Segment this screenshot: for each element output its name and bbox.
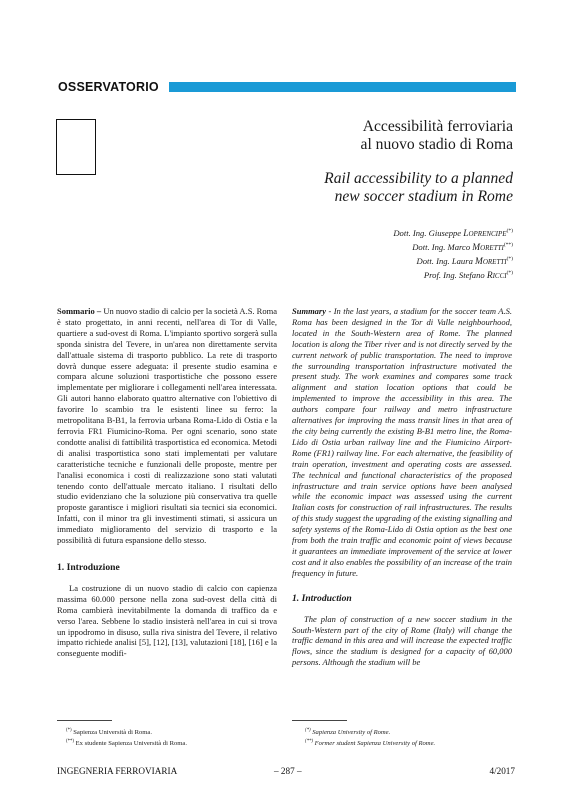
header-color-bar: [169, 82, 516, 92]
italian-intro: La costruzione di un nuovo stadio di calcio con capienza massima 60.000 persone nella zona sud-ovest della città di Roma cambierà inevitabilmente la domanda di traffico da e verso l'area. Sebbene lo stadio insisterà nell'area in cui si trova un ippodromo in disuso, sulla riva sinistra del Tevere, il relativo impatto richiede analisi [5], [12], [13], valutazioni [18], [16] e la conseguente modifi-: [57, 582, 277, 659]
footnote: (*) Sapienza University of Rome.: [305, 728, 391, 737]
footnote: (**) Former student Sapienza University of Rome.: [305, 738, 436, 747]
author-line: Prof. Ing. Stefano Ricci(*): [423, 269, 513, 281]
footnotes-italian: [66, 727, 187, 748]
english-intro: The plan of construction of a new soccer stadium in the South-Western part of the city of Rome (Italy) will change the traffic demand in this area and will increase the expected traffic flows, since the stadium is designed for a capacity of 60,000 persons. Although the stadium will be: [292, 613, 512, 668]
author-line: Dott. Ing. Giuseppe Loprencipe(*): [393, 227, 513, 239]
author-line: Dott. Ing. Laura Moretti(*): [416, 255, 513, 267]
italian-column: [57, 306, 277, 659]
section-label: OSSERVATORIO: [58, 80, 159, 94]
footnote: (**) Ex studente Sapienza Università di Roma.: [66, 738, 187, 747]
italian-section-heading: 1. Introduzione: [57, 561, 120, 573]
title-english: Rail accessibility to a planned new soccer stadium in Rome: [324, 170, 513, 205]
title-block: [153, 118, 513, 281]
author-line: Dott. Ing. Marco Moretti(**): [412, 241, 513, 253]
section-header: [58, 81, 516, 93]
footnotes-english: [305, 727, 435, 748]
footnote-rule: [57, 720, 112, 721]
footnote: (*) Sapienza Università di Roma.: [66, 728, 152, 737]
issue-number: 4/2017: [489, 766, 515, 776]
page-number: – 287 –: [274, 766, 302, 776]
italian-summary: Sommario – Un nuovo stadio di calcio per la società A.S. Roma è stato progettato, in anni recenti, nell'area di Tor di Valle, quartiere a sud-ovest di Roma. L'impianto sportivo sorgerà sulla sponda sinistra del Tevere, in un'area non direttamente servita dall'attuale sistema di trasporto pubblico. La rete di trasporto dovrà dunque essere adeguata: il presente studio esamina e compara alcune soluzioni trasportistiche che possono essere implementate per migliorare i collegamenti nell'area interessata. Gli autori hanno elaborato quattro alternative con l'obiettivo di favorire lo scambio tra le esistenti linee su ferro: la metropolitana B-B1, la ferrovia urbana Roma-Lido di Ostia e la ferrovia FR1 Fiumicino-Roma. Per ogni scenario, sono state condotte analisi di fattibilità trasportistica ed economica. Metodi di analisi trasportistica sono stati implementati per valutare caratteristiche tecniche e funzionali delle proposte, mentre per l'analisi economica i costi di realizzazione sono stati valutati tenendo conto dell'attuale mercato italiano. I risultati dello studio evidenziano che la soluzione più conservativa tra quelle proposte garantisce i migliori risultati sia tecnici sia economici. Infatti, con il minor tra gli investimenti stimati, si assicura un immediato miglioramento del servizio di trasporto e la possibilità di futura espansione dello stesso.: [57, 306, 277, 546]
english-summary: Summary - In the last years, a stadium for the soccer team A.S. Roma has been designed in the Tor di Valle neighbourhood, located in the South-Western area of Rome. The planned location is along the Tiber river and is not directly served by the current network of public transportation. The need to improve the surrounding transportation infrastructure motivated the present study. The work examines and compares some track alignment and station location options that could be implemented to improve the accessibility in this area. The authors compare four railway and metro infrastructure alternatives for improving the mass transit lines in that area of the city being currently the existing B-B1 metro line, the Roma-Lido di Ostia urban railway line and the Fiumicino Airport-Rome (FR1) railway line. For each alternative, the feasibility of train operation, investment and operating costs are assessed. The technical and functional characteristics of the proposed infrastructure and train service options have been analysed while the economic impact was assessed using the current Italian costs for construction of rail infrastructures. The results of this study suggest the upgrading of the existing signalling and safety systems of the Roma-Lido di Ostia option as the best one from both the train traffic and economic point of views because it guarantees an immediate improvement of the service at lower cost and it also enables the possibility of an increase of the train frequency in future.: [292, 306, 512, 578]
english-column: [292, 306, 512, 668]
title-italian: Accessibilità ferroviaria al nuovo stadio di Roma: [360, 118, 513, 153]
decorative-frame: [56, 119, 96, 175]
english-section-heading: 1. Introduction: [292, 592, 352, 604]
footnote-rule: [292, 720, 347, 721]
journal-name: INGEGNERIA FERROVIARIA: [57, 766, 178, 776]
author-list: [153, 226, 513, 281]
